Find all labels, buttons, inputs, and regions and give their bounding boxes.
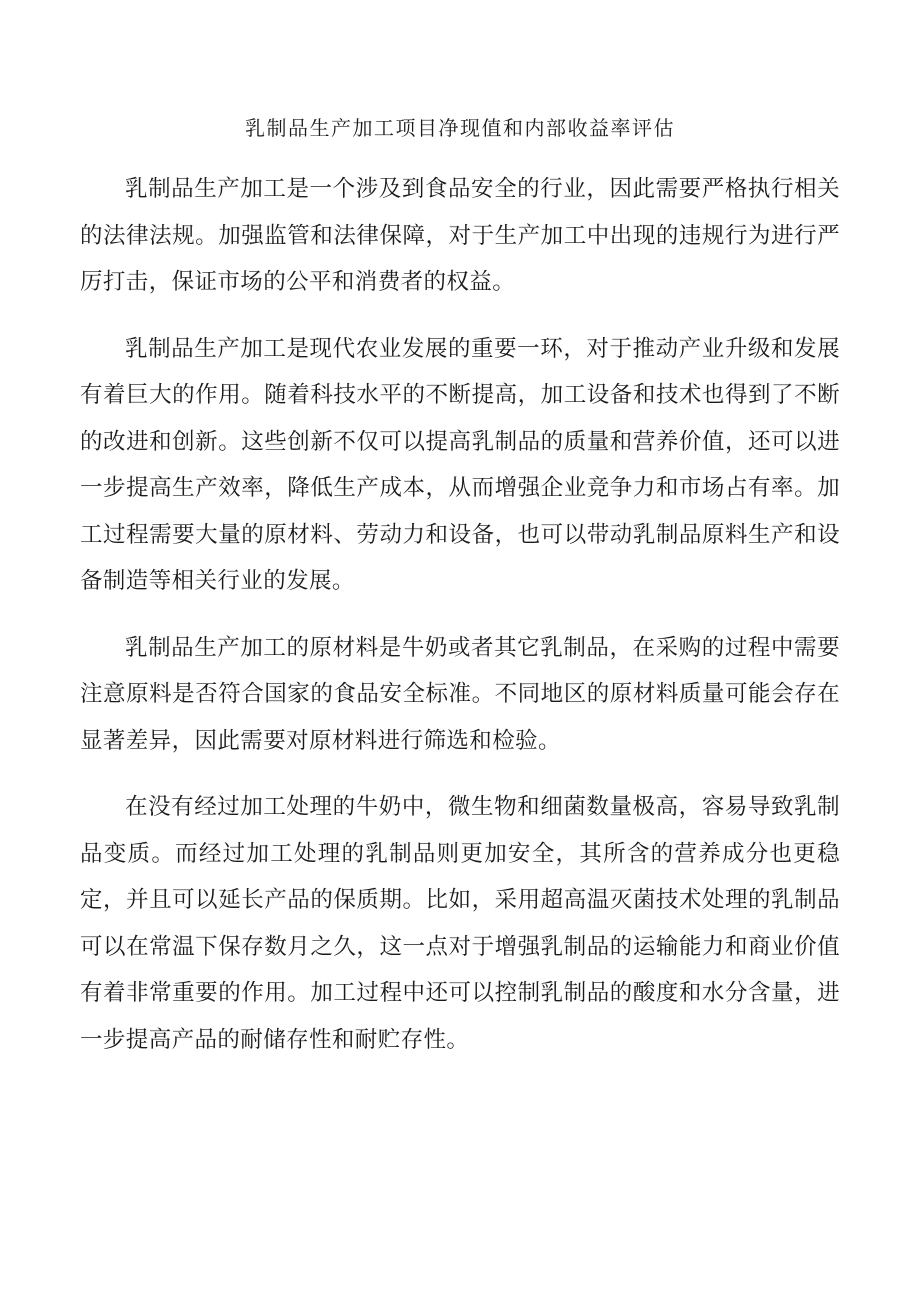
paragraph-raw-materials: 乳制品生产加工的原材料是牛奶或者其它乳制品，在采购的过程中需要注意原料是否符合国家的食品安全标准。不同地区的原材料质量可能会存在显著差异，因此需要对原材料进行筛选和检验。: [80, 634, 840, 754]
paragraph-agriculture-development: 乳制品生产加工是现代农业发展的重要一环，对于推动产业升级和发展有着巨大的作用。随着科技水平的不断提高，加工设备和技术也得到了不断的改进和创新。这些创新不仅可以提高乳制品的质量和营养价值，还可以进一步提高生产效率，降低生产成本，从而增强企业竞争力和市场占有率。加工过程需要大量的原材料、劳动力和设备，也可以带动乳制品原料生产和设备制造等相关行业的发展。: [80, 335, 840, 594]
document-body: [80, 166, 840, 1083]
paragraph-processing-benefits: 在没有经过加工处理的牛奶中，微生物和细菌数量极高，容易导致乳制品变质。而经过加工处理的乳制品则更加安全，其所含的营养成分也更稳定，并且可以延长产品的保质期。比如，采用超高温灭菌技术处理的乳制品可以在常温下保存数月之久，这一点对于增强乳制品的运输能力和商业价值有着非常重要的作用。加工过程中还可以控制乳制品的酸度和水分含量，进一步提高产品的耐储存性和耐贮存性。: [80, 794, 840, 1053]
document-title: 乳制品生产加工项目净现值和内部收益率评估: [245, 116, 675, 140]
paragraph-food-safety-regulation: 乳制品生产加工是一个涉及到食品安全的行业，因此需要严格执行相关的法律法规。加强监管和法律保障，对于生产加工中出现的违规行为进行严厉打击，保证市场的公平和消费者的权益。: [80, 176, 840, 295]
